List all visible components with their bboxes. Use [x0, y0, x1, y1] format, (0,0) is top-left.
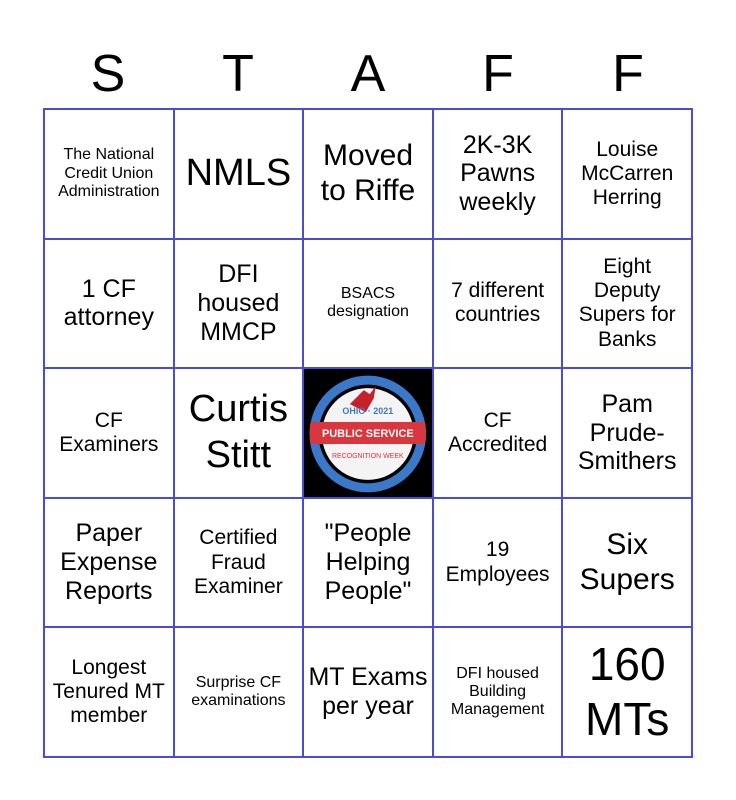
bingo-cell[interactable]: Louise McCarren Herring — [563, 110, 693, 240]
free-space[interactable] — [304, 369, 434, 499]
bingo-cell[interactable]: NMLS — [175, 110, 305, 240]
header-letter: A — [350, 45, 386, 103]
header-letter: F — [482, 45, 514, 103]
bingo-cell[interactable]: MT Exams per year — [304, 628, 434, 758]
bingo-cell[interactable]: 7 different countries — [434, 240, 564, 370]
bingo-cell[interactable]: 19 Employees — [434, 499, 564, 629]
header-letter: T — [222, 45, 254, 103]
header-letter: F — [612, 45, 644, 103]
bingo-cell[interactable]: Six Supers — [563, 499, 693, 629]
bingo-cell[interactable]: BSACS designation — [304, 240, 434, 370]
public-service-week-logo — [304, 370, 432, 496]
logo-top-text: OHIO · 2021 — [342, 406, 394, 417]
bingo-header — [43, 40, 693, 108]
bingo-cell[interactable]: Certified Fraud Examiner — [175, 499, 305, 629]
bingo-cell[interactable]: DFI housed Building Management — [434, 628, 564, 758]
bingo-grid — [43, 108, 693, 758]
bingo-cell[interactable]: Paper Expense Reports — [45, 499, 175, 629]
bingo-cell[interactable]: 1 CF attorney — [45, 240, 175, 370]
logo-banner-text: PUBLIC SERVICE — [322, 427, 414, 440]
bingo-cell[interactable]: Pam Prude-Smithers — [563, 369, 693, 499]
bingo-cell[interactable]: Surprise CF examinations — [175, 628, 305, 758]
bingo-cell[interactable]: 160 MTs — [563, 628, 693, 758]
bingo-cell[interactable]: Eight Deputy Supers for Banks — [563, 240, 693, 370]
bingo-cell[interactable]: Curtis Stitt — [175, 369, 305, 499]
bingo-cell[interactable]: DFI housed MMCP — [175, 240, 305, 370]
bingo-cell[interactable]: 2K-3K Pawns weekly — [434, 110, 564, 240]
header-letter: S — [90, 45, 126, 103]
bingo-cell[interactable]: "People Helping People" — [304, 499, 434, 629]
bingo-cell[interactable]: The National Credit Union Administration — [45, 110, 175, 240]
bingo-cell[interactable]: Moved to Riffe — [304, 110, 434, 240]
logo-bottom-text: RECOGNITION WEEK — [332, 452, 404, 460]
bingo-cell[interactable]: CF Accredited — [434, 369, 564, 499]
bingo-cell[interactable]: CF Examiners — [45, 369, 175, 499]
bingo-cell[interactable]: Longest Tenured MT member — [45, 628, 175, 758]
